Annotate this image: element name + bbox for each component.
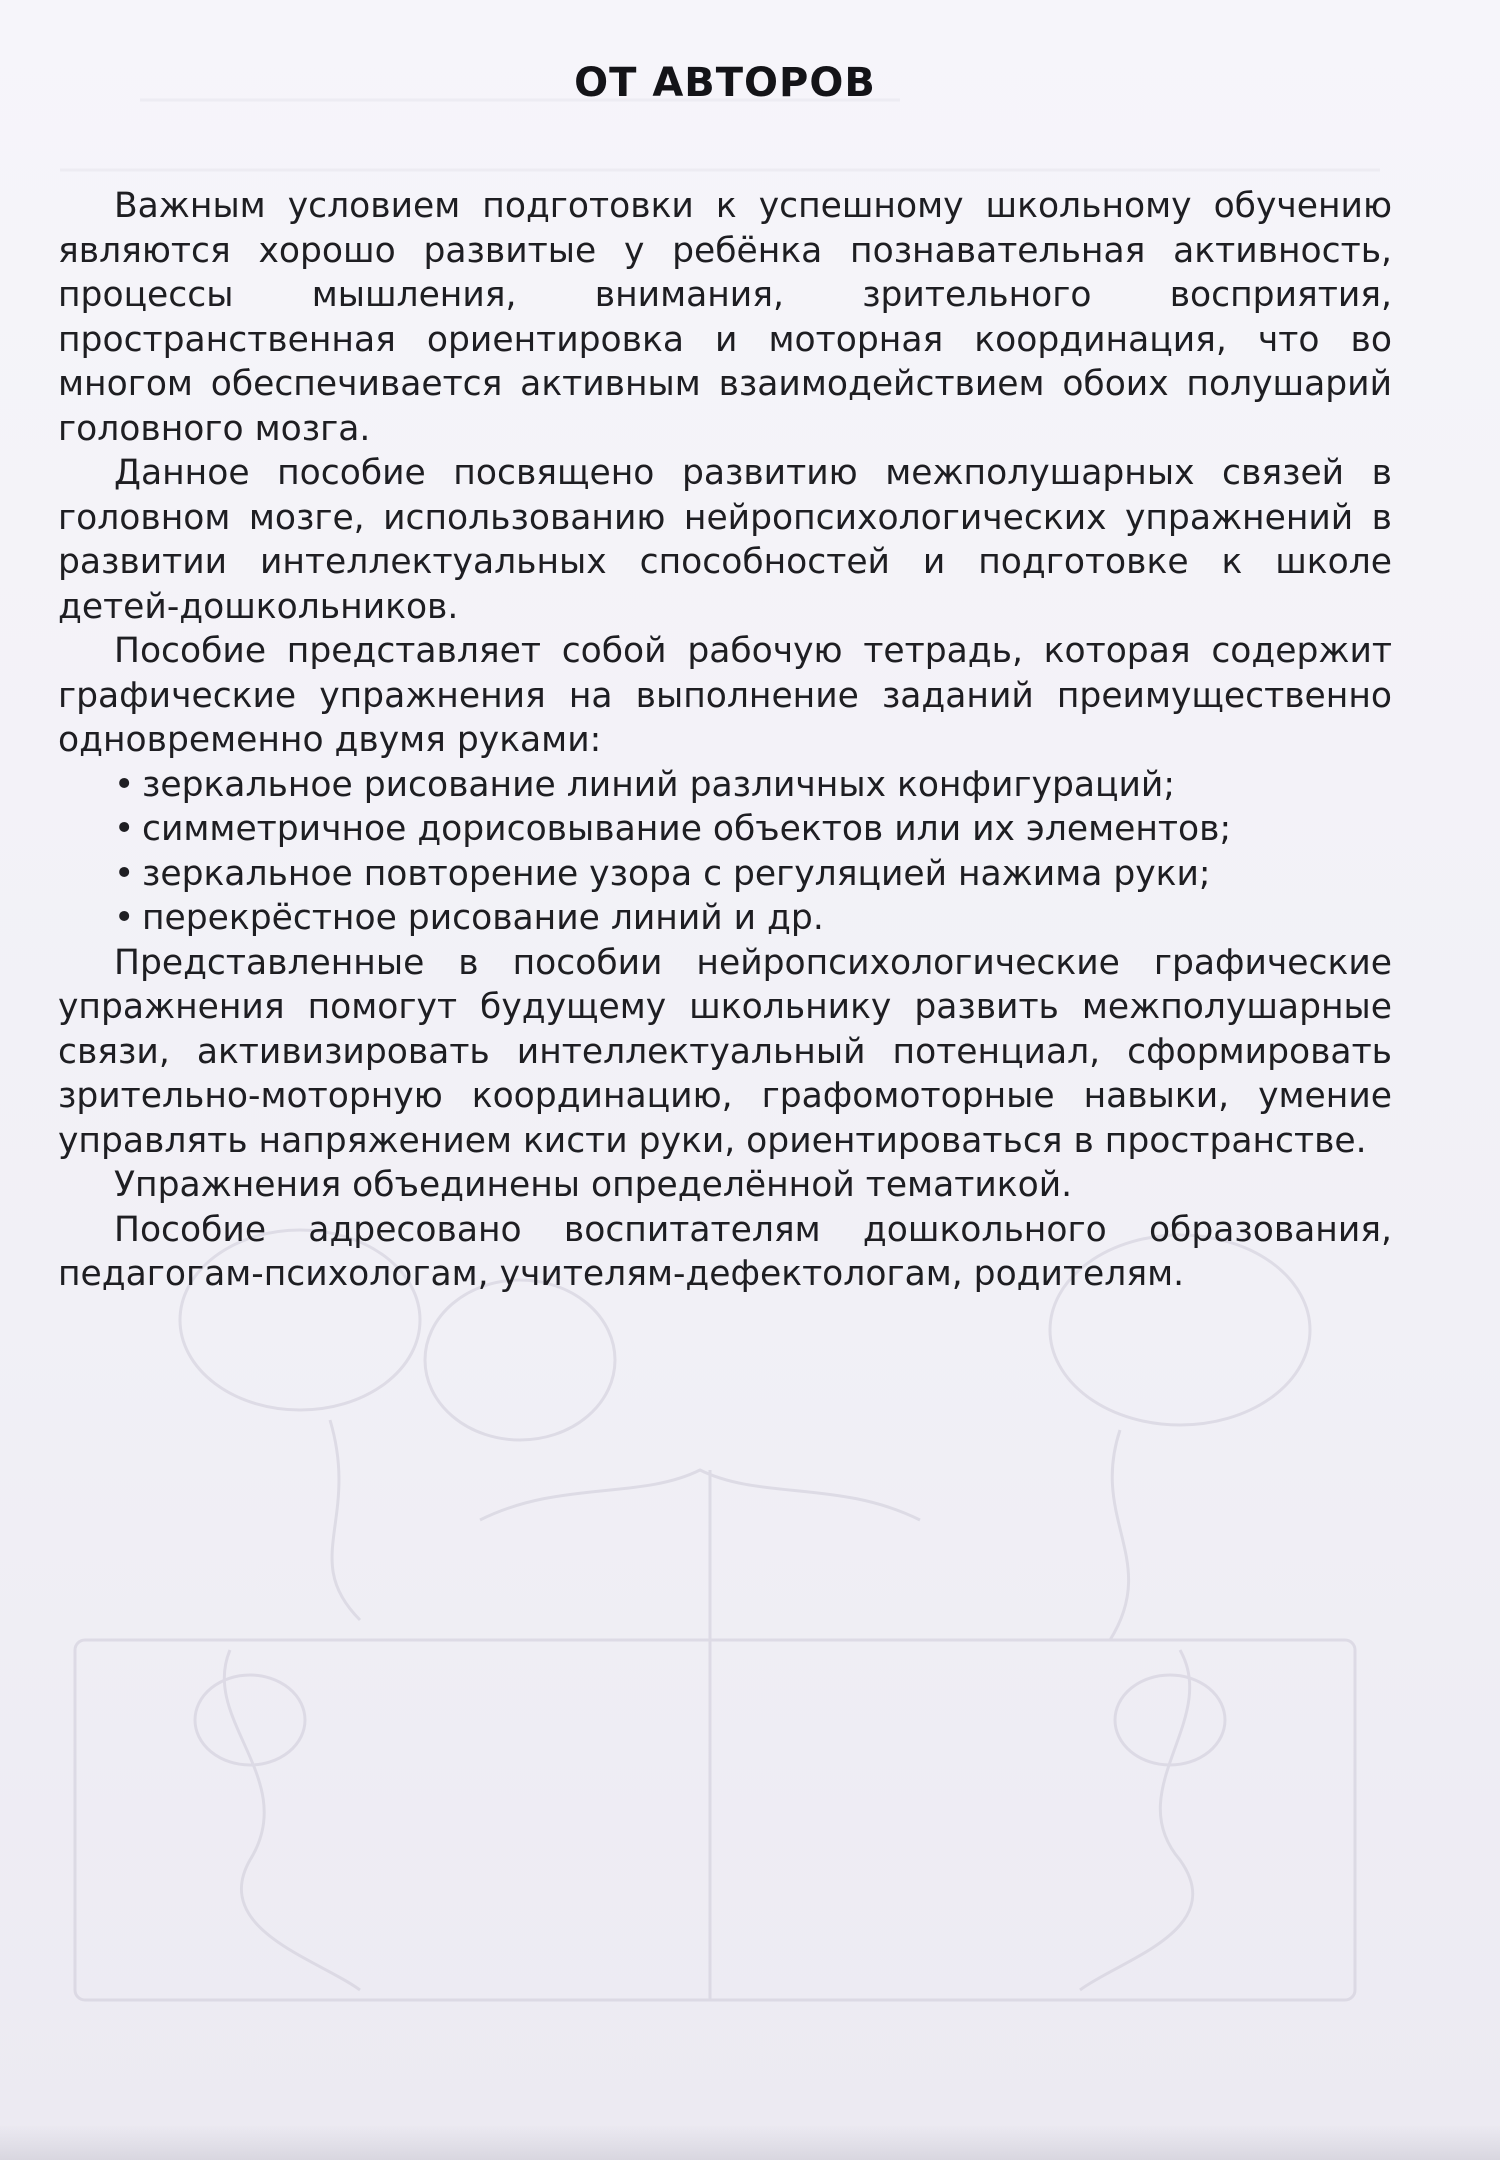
exercise-type-list xyxy=(58,763,1392,941)
page-title: ОТ АВТОРОВ xyxy=(574,60,876,106)
page-bottom-edge xyxy=(0,2124,1500,2160)
list-item xyxy=(114,896,1392,941)
list-item xyxy=(114,763,1392,808)
paragraph: Данное пособие посвящено развитию межполушарных связей в головном мозге, использованию нейропсихологических упражнений в развитии интеллектуальных способностей и подготовке к школе детей-дошкольников. xyxy=(58,453,1392,627)
list-item-text: зеркальное рисование линий различных конфигураций; xyxy=(142,764,1175,805)
list-item xyxy=(114,852,1392,897)
list-item xyxy=(114,807,1392,852)
paragraph: Пособие адресовано воспитателям дошкольного образования, педагогам-психологам, учителям-дефектологам, родителям. xyxy=(58,1209,1392,1294)
paragraph: Важным условием подготовки к успешному школьному обучению являются хорошо развитые у ребёнка познавательная активность, процессы мышления, внимания, зрительного восприятия, пространственная ориентировка и моторная координация, что во многом обеспечивается активным взаимодействием обоих полушарий головного мозга. xyxy=(58,186,1392,449)
list-item-text: зеркальное повторение узора с регуляцией нажима руки; xyxy=(142,853,1211,894)
bullet-marker: • xyxy=(114,764,135,805)
document-body xyxy=(58,60,1392,1297)
bullet-marker: • xyxy=(114,809,135,849)
paragraph: Упражнения объединены определённой тематикой. xyxy=(114,1165,1073,1205)
paragraph: Пособие представляет собой рабочую тетрадь, которая содержит графические упражнения на выполнение заданий преимущественно одновременно двумя руками: xyxy=(58,631,1392,760)
bullet-marker: • xyxy=(114,853,135,894)
list-item-text: перекрёстное рисование линий и др. xyxy=(142,898,824,938)
list-item-text: симметричное дорисовывание объектов или их элементов; xyxy=(142,809,1232,849)
paragraph: Представленные в пособии нейропсихологические графические упражнения помогут будущему школьнику развить межполушарные связи, активизировать интеллектуальный потенциал, сформировать зрительно-моторную координацию, графомоторные навыки, умение управлять напряжением кисти руки, ориентироваться в пространстве. xyxy=(58,942,1392,1161)
bullet-marker: • xyxy=(114,898,135,938)
